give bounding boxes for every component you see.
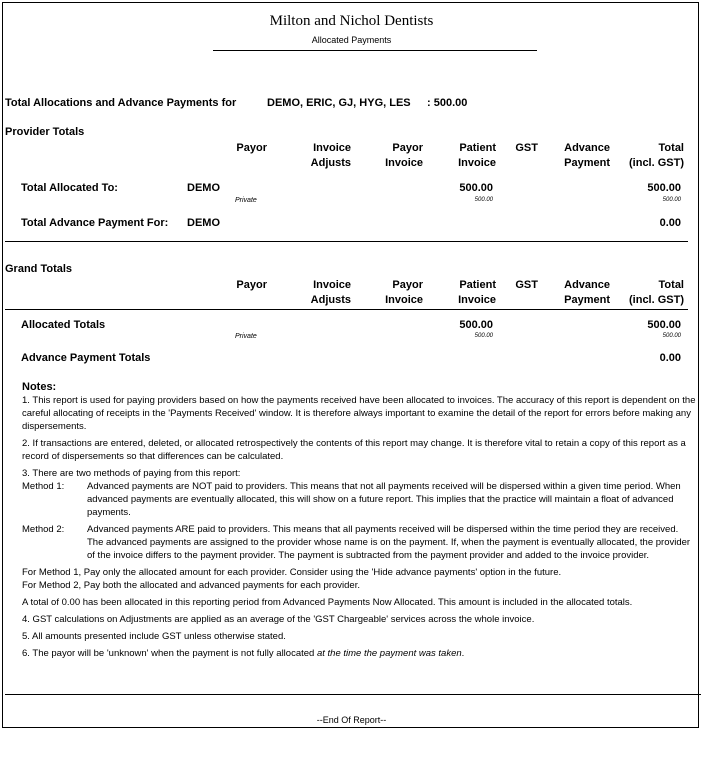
col-gst: GST <box>515 279 538 291</box>
col-payor-invoice-1: Payor <box>392 279 423 291</box>
provider-payor-type: Private <box>235 197 257 204</box>
provider-total: 500.00 <box>647 182 681 194</box>
provider-total-sub: 500.00 <box>662 197 681 203</box>
allocated-total-note: A total of 0.00 has been allocated in this reporting period from Advanced Payments Now Allocated. This amount is included in the allocated totals. <box>22 597 633 608</box>
col-payor: Payor <box>236 142 267 154</box>
total-advance-provider: DEMO <box>187 217 220 229</box>
note-6-end: . <box>461 648 465 659</box>
provider-patient-invoice: 500.00 <box>459 182 493 194</box>
col-advance-payment-2: Payment <box>564 294 610 306</box>
section-divider <box>5 241 688 242</box>
col-advance-payment-1: Advance <box>564 279 610 291</box>
note-3: 3. There are two methods of paying from this report: <box>22 468 241 479</box>
note-6-italic: at the time the payment was taken <box>316 648 462 659</box>
grand-total: 500.00 <box>647 319 681 331</box>
summary-label: Total Allocations and Advance Payments for <box>5 97 237 109</box>
summary-providers: DEMO, ERIC, GJ, HYG, LES <box>267 97 411 109</box>
col-invoice-adjusts-1: Invoice <box>313 279 351 291</box>
grand-total-sub: 500.00 <box>662 333 681 339</box>
end-of-report: --End Of Report-- <box>316 715 387 725</box>
provider-patient-invoice-sub: 500.00 <box>474 197 493 203</box>
col-total-2: (incl. GST) <box>629 157 684 169</box>
grand-header-divider <box>5 309 688 310</box>
provider-advance-total: 0.00 <box>659 217 681 229</box>
total-allocated-label: Total Allocated To: <box>21 182 118 194</box>
col-gst: GST <box>515 142 538 154</box>
allocated-totals-label: Allocated Totals <box>21 319 106 331</box>
grand-patient-invoice: 500.00 <box>459 319 493 331</box>
col-advance-payment-2: Payment <box>564 157 610 169</box>
col-total-1: Total <box>658 142 684 154</box>
note-1: 1. This report is used for paying providers based on how the payments received have been allocated to invoices. The accuracy of this report is dependent on the careful allocating of receipts in the 'Payments Received' window. It is therefore always important to examine the detail of the report for errors before making any dispersements. <box>22 395 696 432</box>
col-total-2: (incl. GST) <box>629 294 684 306</box>
col-payor-invoice-2: Invoice <box>385 294 423 306</box>
col-invoice-adjusts-1: Invoice <box>313 142 351 154</box>
report-page <box>2 2 699 728</box>
col-patient-invoice-1: Patient <box>459 279 496 291</box>
method-1-advice: For Method 1, Pay only the allocated amount for each provider. Consider using the 'Hide advance payments' option in the future. <box>22 567 562 578</box>
method-1-text: Advanced payments are NOT paid to providers. This means that not all payments received will be dispersed within a given time period. When advanced payments are eventually allocated, this will show on a future report. This implies that the practice will maintain a float of advanced payments. <box>87 481 681 518</box>
note-5: 5. All amounts presented include GST unless otherwise stated. <box>22 631 286 642</box>
grand-payor-type: Private <box>235 333 257 340</box>
practice-name: Milton and Nichol Dentists <box>269 13 434 29</box>
total-allocated-provider: DEMO <box>187 182 220 194</box>
grand-advance-total: 0.00 <box>659 352 681 364</box>
col-payor: Payor <box>236 279 267 291</box>
report-title: Allocated Payments <box>311 35 392 45</box>
method-1-label: Method 1: <box>22 481 65 492</box>
note-2: 2. If transactions are entered, deleted, or allocated retrospectively the contents of this report may change. It is therefore vital to retain a copy of this report as a record of dispersements so that differences can be calculated. <box>22 438 686 462</box>
method-1 <box>22 480 697 519</box>
col-invoice-adjusts-2: Adjusts <box>310 294 351 306</box>
col-advance-payment-1: Advance <box>564 142 610 154</box>
advance-payment-totals-label: Advance Payment Totals <box>21 352 151 364</box>
method-2 <box>22 523 697 562</box>
notes-section <box>22 381 697 664</box>
method-2-text: Advanced payments ARE paid to providers. This means that all payments received will be dispersed within the time period they are received. The advanced payments are assigned to the provider whose name is on the payment. If, when the payment is eventually allocated, the provider of the invoice differs to the payment provider. The payment is subtracted from the payment provider and added to the invoice provider. <box>87 524 691 561</box>
note-6-main: 6. The payor will be 'unknown' when the payment is not fully allocated <box>22 648 317 659</box>
col-payor-invoice-2: Invoice <box>385 157 423 169</box>
col-patient-invoice-2: Invoice <box>458 157 496 169</box>
provider-totals-heading: Provider Totals <box>5 126 85 138</box>
col-patient-invoice-1: Patient <box>459 142 496 154</box>
note-4: 4. GST calculations on Adjustments are applied as an average of the 'GST Chargeable' services across the whole invoice. <box>22 614 535 625</box>
summary-amount: : 500.00 <box>427 97 468 109</box>
total-advance-label: Total Advance Payment For: <box>21 217 169 229</box>
method-2-label: Method 2: <box>22 524 65 535</box>
col-payor-invoice-1: Payor <box>392 142 423 154</box>
footer-divider <box>5 694 701 695</box>
notes-title: Notes: <box>22 381 57 393</box>
col-total-1: Total <box>658 279 684 291</box>
grand-totals-heading: Grand Totals <box>5 263 73 275</box>
grand-patient-invoice-sub: 500.00 <box>474 333 493 339</box>
col-patient-invoice-2: Invoice <box>458 294 496 306</box>
note-6 <box>22 647 697 660</box>
col-invoice-adjusts-2: Adjusts <box>310 157 351 169</box>
method-2-advice: For Method 2, Pay both the allocated and advanced payments for each provider. <box>22 580 360 591</box>
title-divider <box>213 50 537 51</box>
